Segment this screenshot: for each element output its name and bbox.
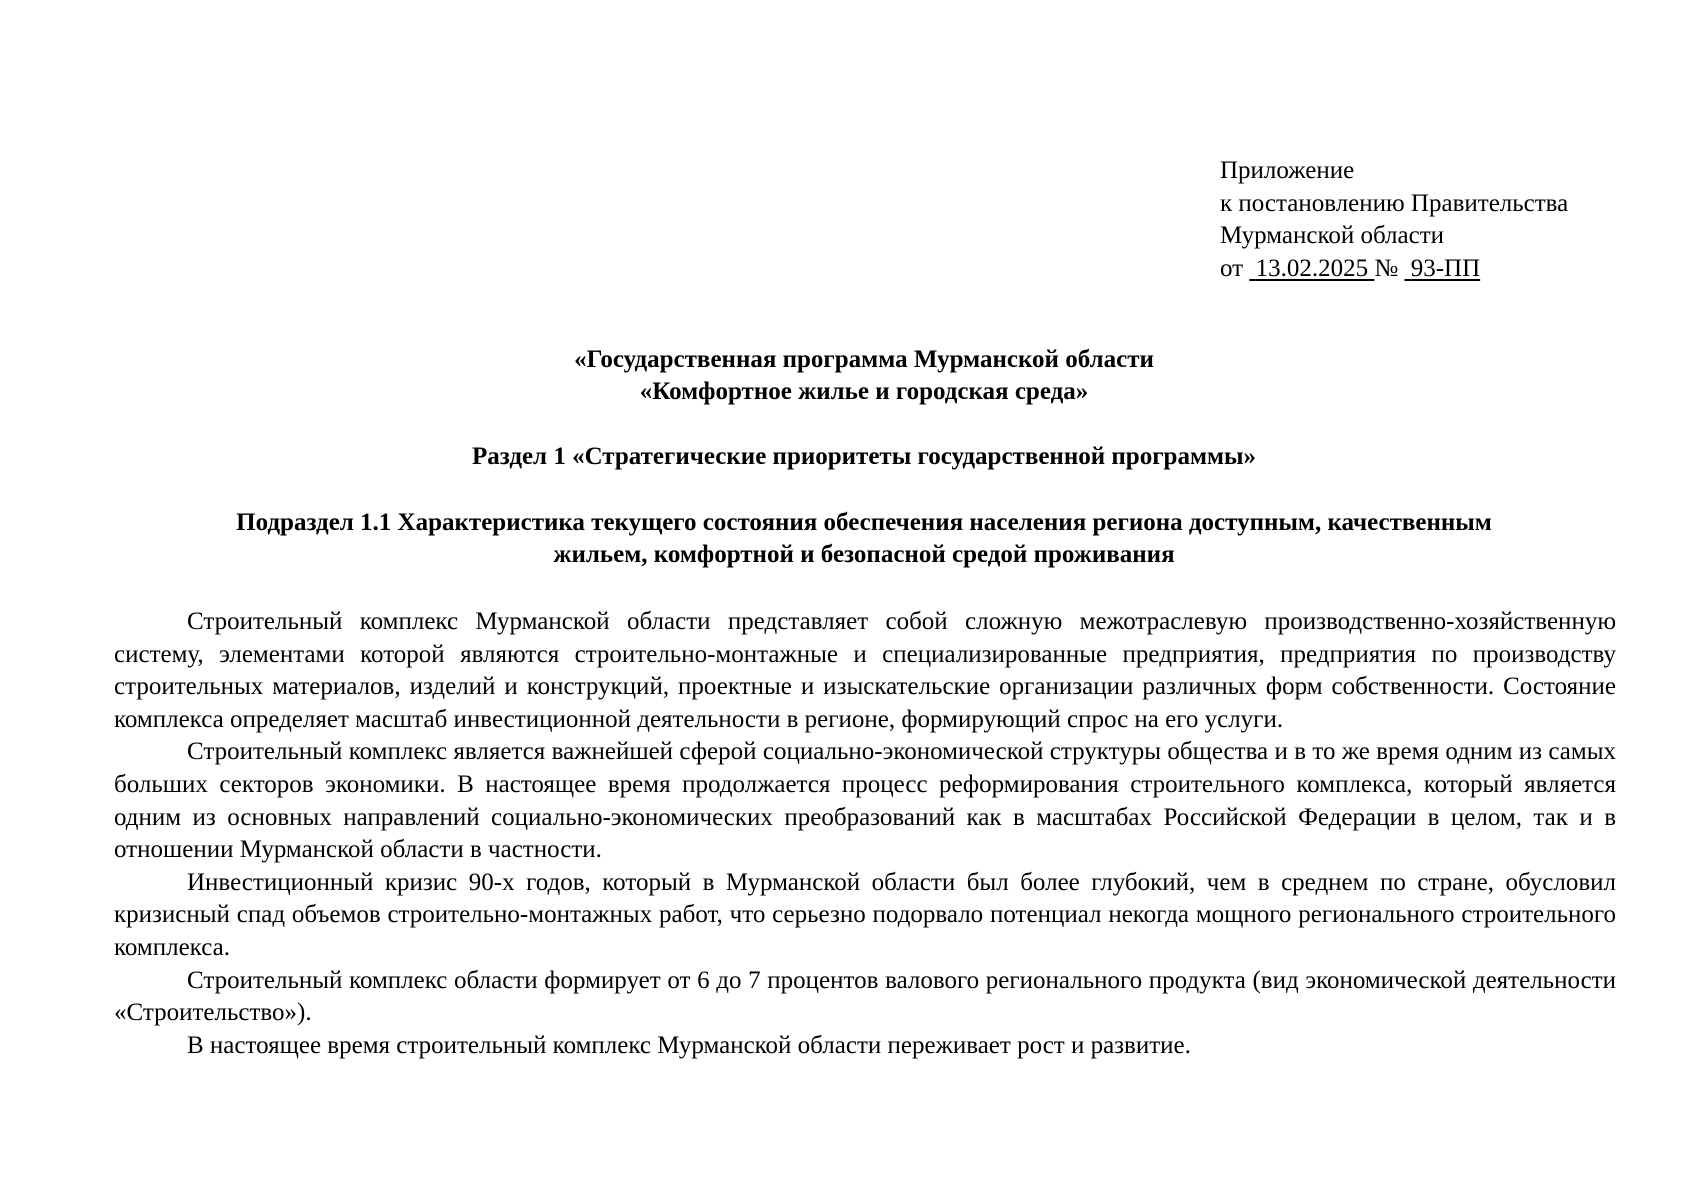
appendix-block — [1220, 155, 1568, 285]
section-title: Раздел 1 «Стратегические приоритеты государственной программы» — [471, 443, 1257, 470]
program-title-line-1: «Государственная программа Мурманской области — [574, 346, 1154, 373]
paragraph: В настоящее время строительный комплекс Мурманской области переживает рост и развитие. — [187, 1031, 1191, 1059]
appendix-line-3: Мурманской области — [1220, 222, 1445, 249]
subsection-title — [114, 507, 1614, 571]
appendix-line-1: Приложение — [1220, 157, 1355, 184]
date-prefix: от — [1220, 254, 1244, 282]
program-title-line-2: «Комфортное жилье и городская среда» — [639, 378, 1089, 405]
appendix-line-2: к постановлению Правительства — [1220, 189, 1569, 217]
body-text — [114, 606, 1616, 1062]
number-prefix: № — [1374, 254, 1399, 282]
paragraph: Строительный комплекс области формирует от 6 до 7 процентов валового регионального продукта (вид экономической деятельности «Строительство»). — [114, 966, 1616, 1027]
paragraph: Строительный комплекс Мурманской области представляет собой сложную межотраслевую производственно-хозяйственную систему, элементами которой являются строительно-монтажные и специализированные предприятия, предприятия по производству строительных материалов, изделий и конструкций, проектные и изыскательские организации различных форм собственности. Состояние комплекса определяет масштаб инвестиционной деятельности в регионе, формирующий спрос на его услуги. — [114, 608, 1616, 733]
paragraph: Строительный комплекс является важнейшей сферой социально-экономической структуры общества и в то же время одним из самых больших секторов экономики. В настоящее время продолжается процесс реформирования строительного комплекса, который является одним из основных направлений социально-экономических преобразований как в масштабах Российской Федерации в целом, так и в отношении Мурманской области в частности. — [114, 738, 1616, 864]
decree-number: 93-ПП — [1410, 254, 1481, 282]
subsection-title-line-2: жильем, комфортной и безопасной средой проживания — [553, 541, 1175, 568]
decree-date: 13.02.2025 — [1255, 254, 1369, 282]
appendix-date-line — [1220, 253, 1568, 286]
program-title — [114, 344, 1614, 408]
subsection-title-line-1: Подраздел 1.1 Характеристика текущего состояния обеспечения населения региона доступным, качественным — [236, 509, 1492, 536]
paragraph: Инвестиционный кризис 90-х годов, который в Мурманской области был более глубокий, чем в среднем по стране, обусловил кризисный спад объемов строительно-монтажных работ, что серьезно подорвало потенциал некогда мощного регионального строительного комплекса. — [114, 868, 1616, 961]
